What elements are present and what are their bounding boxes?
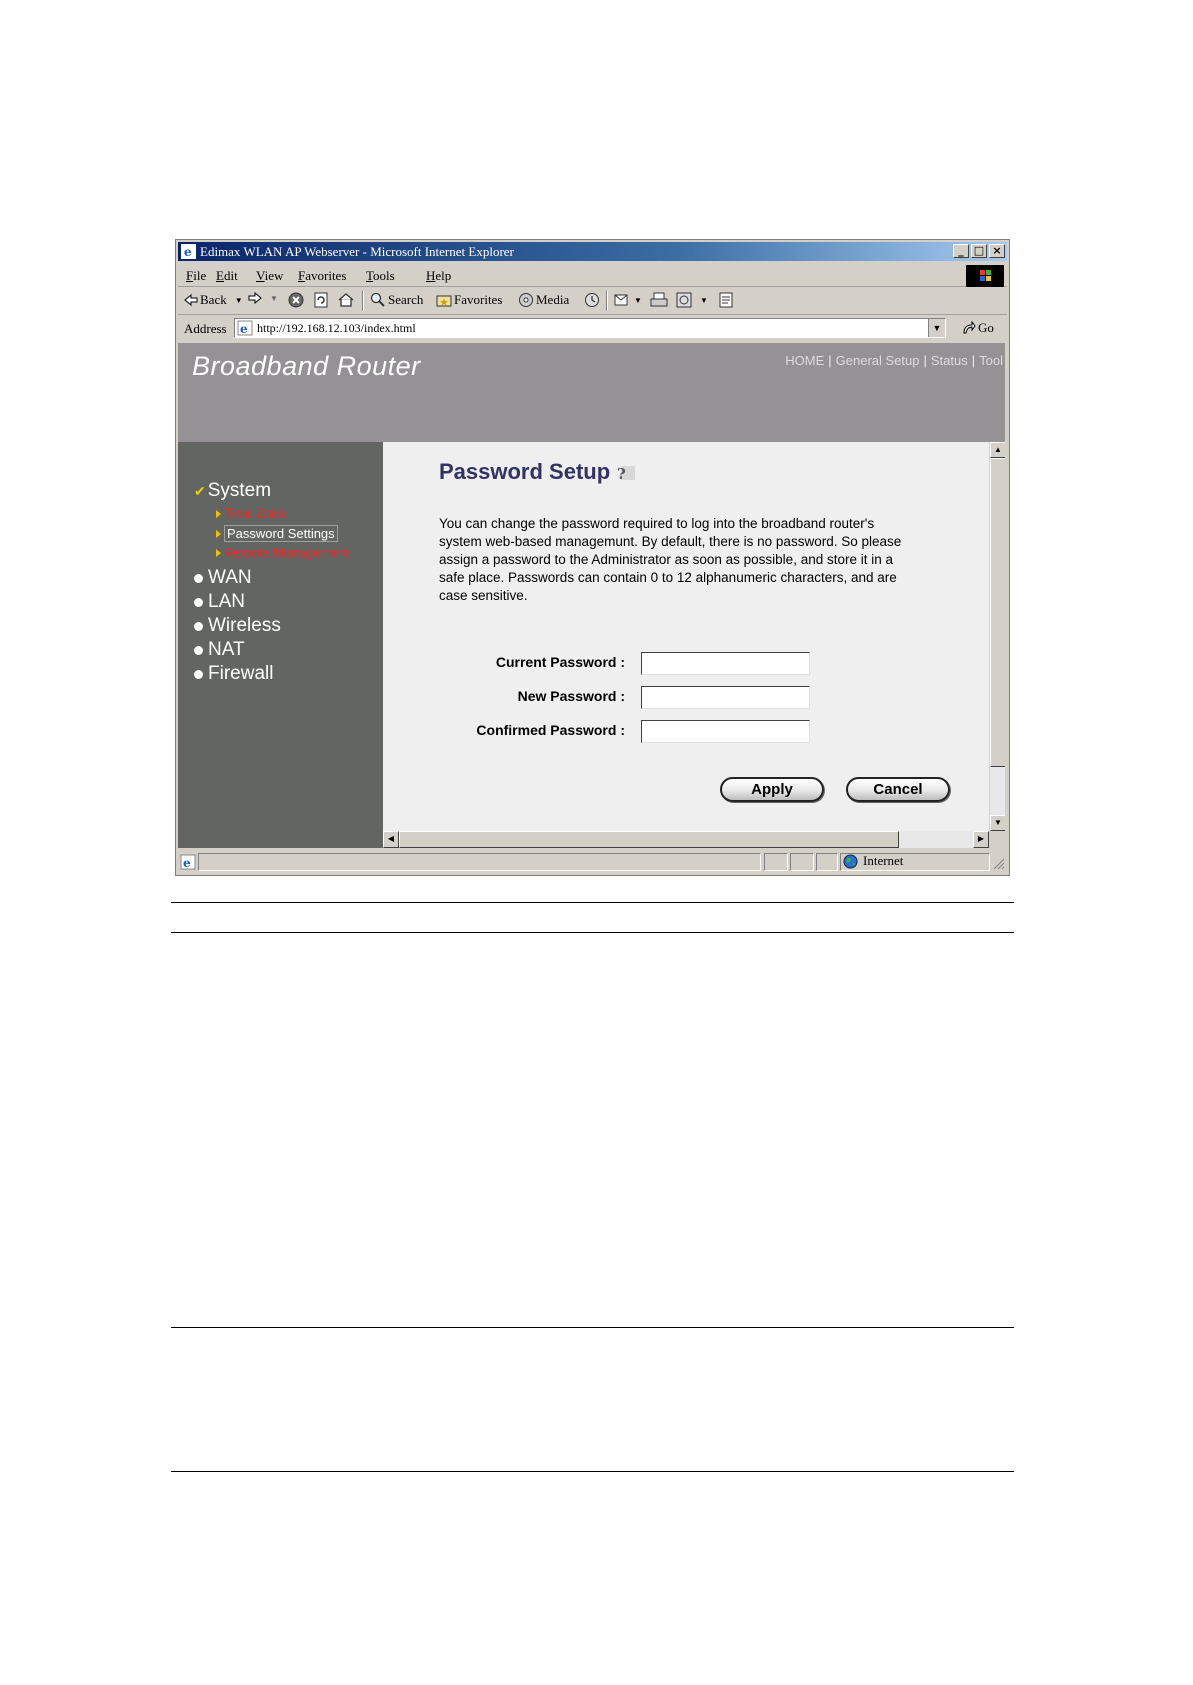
confirmed-password-input[interactable] [641,720,810,743]
status-text-cell [198,853,761,871]
discuss-icon [718,292,734,308]
sidebar-item-system[interactable] [194,480,271,502]
address-url: http://192.168.12.103/index.html [257,321,416,335]
sidebar-item-label: LAN [208,591,245,612]
page-title [439,459,637,485]
sidebar-subitem-label: Password Settings [224,525,338,542]
status-cell [790,853,814,871]
arrow-right-icon [216,510,221,518]
close-button[interactable]: × [989,244,1005,258]
document-rule [171,932,1014,933]
forward-button[interactable] [248,292,278,304]
sidebar-subitem-time-zone[interactable] [216,506,286,521]
current-password-input[interactable] [641,652,810,675]
home-icon [338,292,354,308]
current-password-label: Current Password : [495,654,625,670]
sidebar-item-firewall[interactable] [194,663,273,685]
page-title-text: Password Setup [439,459,611,484]
status-bar [178,851,1007,873]
bullet-icon [194,574,203,583]
document-rule [171,902,1014,903]
sidebar-item-wan[interactable] [194,567,252,589]
maximize-button[interactable]: □ [971,244,987,258]
nav-status[interactable]: Status [930,353,968,368]
vertical-scroll-thumb[interactable] [990,458,1005,767]
back-arrow-icon [184,294,198,306]
bullet-icon [194,670,203,679]
address-label: Address [184,321,227,336]
horizontal-scrollbar[interactable] [383,831,989,848]
apply-button[interactable]: Apply [720,777,824,802]
mail-button[interactable] [614,292,642,308]
sidebar-item-label: Firewall [208,663,274,684]
sidebar-item-label: WAN [208,567,252,588]
home-button[interactable] [338,292,356,308]
scroll-up-icon[interactable]: ▲ [990,442,1005,458]
menu-help[interactable]: Help [426,268,452,283]
sidebar-item-wireless[interactable] [194,615,281,637]
document-rule [171,1471,1014,1472]
media-icon [518,292,534,308]
sidebar-item-label: Wireless [208,615,281,636]
menu-favorites[interactable]: Favorites [298,268,347,283]
sidebar-item-lan[interactable] [194,591,245,613]
svg-text:e: e [240,322,248,336]
mail-dropdown-icon[interactable]: ▼ [634,295,642,305]
refresh-icon [313,292,329,308]
brand-title: Broadband Router [192,351,421,381]
main-panel [383,442,989,815]
stop-button[interactable] [288,292,306,308]
sidebar-item-nat[interactable] [194,639,245,661]
toolbar [178,288,1007,315]
scroll-down-icon[interactable]: ▼ [990,815,1005,831]
checkmark-icon: ✔ [194,482,206,499]
edit-page-icon [676,292,692,308]
confirmed-password-label: Confirmed Password : [476,722,625,738]
scroll-left-icon[interactable]: ◀ [383,831,399,848]
address-input[interactable] [234,318,946,338]
new-password-input[interactable] [641,686,810,709]
back-dropdown-icon[interactable]: ▼ [234,295,243,305]
menu-view[interactable]: View [256,268,284,283]
forward-arrow-icon [248,292,262,304]
minimize-button[interactable]: _ [953,244,969,258]
address-bar [178,316,1007,341]
document-rule [171,1327,1014,1328]
sidebar [178,442,383,848]
top-nav: HOME | General Setup | Status | Tool [785,353,1003,368]
status-cell [816,853,838,871]
bullet-icon [194,598,203,607]
scroll-right-icon[interactable]: ▶ [973,831,989,848]
page-status-icon [180,854,196,870]
sidebar-subitem-label: Time Zone [224,506,286,521]
bullet-icon [194,646,203,655]
page-icon [237,320,253,336]
help-icon[interactable] [615,462,637,482]
nav-home[interactable]: HOME [785,353,825,368]
favorites-button[interactable] [436,292,502,308]
ie-icon [181,244,196,259]
edit-page-button[interactable] [676,292,708,308]
favorites-folder-icon [436,293,452,307]
bullet-icon [194,622,203,631]
sidebar-item-label: System [207,480,272,501]
search-button[interactable] [370,292,423,308]
back-button[interactable] [184,292,243,308]
go-label: Go [978,320,994,335]
search-icon [370,292,386,308]
globe-icon [843,854,858,869]
svg-text:?: ? [617,465,626,482]
nav-tool[interactable]: Tool [979,353,1003,368]
go-arrow-icon [962,321,976,335]
refresh-button[interactable] [313,292,331,308]
svg-text:e: e [183,856,191,870]
router-banner [178,343,1005,442]
zone-label: Internet [863,853,904,868]
go-button[interactable] [962,320,994,336]
scroll-corner [989,831,1005,848]
print-button[interactable] [650,292,670,308]
menu-bar [178,264,1007,287]
nav-general-setup[interactable]: General Setup [835,353,920,368]
discuss-button[interactable] [718,292,736,308]
new-password-label: New Password : [517,688,625,704]
search-label: Search [388,292,424,307]
cancel-button[interactable]: Cancel [846,777,950,802]
status-cell [764,853,788,871]
resize-grip-icon[interactable] [992,857,1005,870]
svg-text:e: e [183,245,192,259]
address-dropdown-icon[interactable]: ▼ [928,319,945,337]
mail-icon [614,292,632,308]
edit-dropdown-icon[interactable]: ▼ [700,295,708,305]
horizontal-scroll-thumb[interactable] [399,831,899,848]
menu-file[interactable]: File [186,268,207,283]
windows-logo-icon [966,265,1004,287]
title-bar [178,242,1007,261]
sidebar-item-label: NAT [208,639,245,660]
history-icon [583,292,601,308]
menu-edit[interactable]: Edit [216,268,238,283]
web-content [178,343,1005,848]
arrow-right-icon [216,549,221,557]
history-button[interactable] [583,292,603,308]
media-label: Media [536,292,570,307]
vertical-scrollbar[interactable] [989,442,1005,831]
menu-tools[interactable]: Tools [366,268,395,283]
sidebar-subitem-remote-management[interactable] [216,545,349,560]
window-title: Edimax WLAN AP Webserver - Microsoft Internet Explorer [200,244,514,259]
favorites-label: Favorites [454,292,503,307]
sidebar-subitem-label: Remote Management [224,545,350,560]
sidebar-subitem-password-settings[interactable] [216,525,338,542]
stop-icon [288,292,304,308]
print-icon [650,292,668,308]
description-text: You can change the password required to log into the broadband router's system web-based managemunt. By default, there is no password. So please assign a password to the Administrator as soon as possible, and store it in a safe place. Passwords can contain 0 to 12 alphanumeric characters, and are case sensitive. [439,516,902,603]
media-button[interactable] [518,292,569,308]
back-label: Back [200,292,227,307]
arrow-right-icon [216,530,221,538]
internet-zone [843,853,903,869]
forward-dropdown-icon[interactable]: ▼ [270,293,278,303]
browser-window [175,239,1010,876]
